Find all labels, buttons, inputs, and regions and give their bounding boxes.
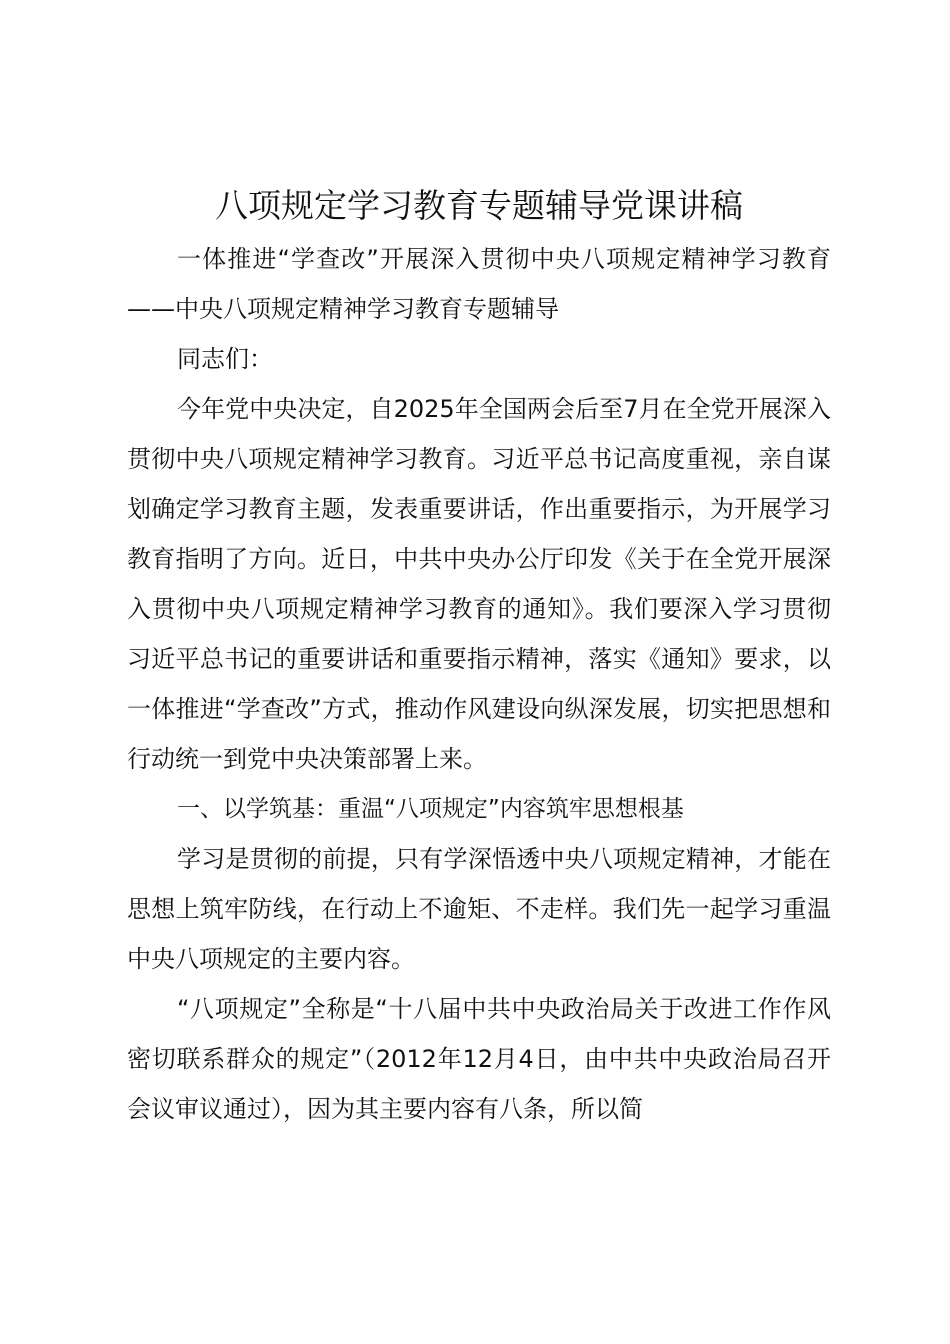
paragraph-study: 学习是贯彻的前提，只有学深悟透中央八项规定精神，才能在思想上筑牢防线，在行动上不逾矩、不走样。我们先一起学习重温中央八项规定的主要内容。 bbox=[127, 845, 831, 973]
salutation: 同志们： bbox=[177, 345, 273, 373]
section-heading-1: 一、以学筑基：重温“八项规定”内容筑牢思想根基 bbox=[177, 796, 684, 822]
paragraph-eight-rules: “八项规定”全称是“十八届中共中央政治局关于改进工作作风密切联系群众的规定”（2012年12月4日，由中共中央政治局召开会议审议通过），因为其主要内容有八条，所以简 bbox=[127, 995, 831, 1123]
document-title: 八项规定学习教育专题辅导党课讲稿 bbox=[215, 186, 743, 225]
paragraph-intro: 今年党中央决定，自2025年全国两会后至7月在全党开展深入贯彻中央八项规定精神学习教育。习近平总书记高度重视，亲自谋划确定学习教育主题，发表重要讲话，作出重要指示，为开展学习教育指明了方向。近日，中共中央办公厅印发《关于在全党开展深入贯彻中央八项规定精神学习教育的通知》。我们要深入学习贯彻习近平总书记的重要讲话和重要指示精神，落实《通知》要求，以一体推进“学查改”方式，推动作风建设向纵深发展，切实把思想和行动统一到党中央决策部署上来。 bbox=[127, 395, 831, 773]
document-subtitle: 一体推进“学查改”开展深入贯彻中央八项规定精神学习教育——中央八项规定精神学习教育专题辅导 bbox=[127, 245, 831, 323]
document-body bbox=[127, 178, 831, 1134]
